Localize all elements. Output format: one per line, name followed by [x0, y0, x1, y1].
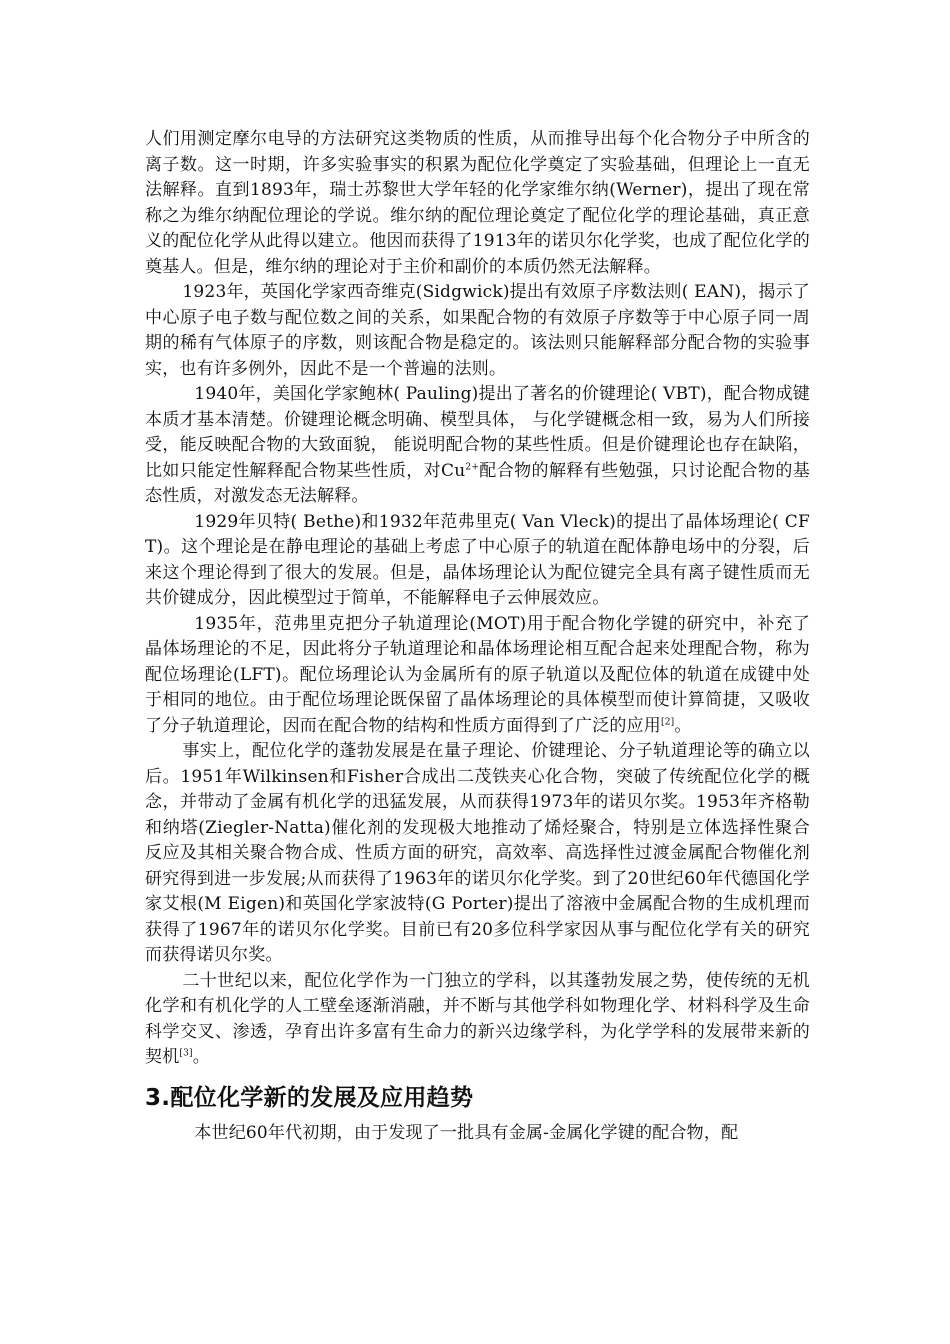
paragraph-bethe-cft: 1929年贝特( Bethe)和1932年范弗里克( Van Vleck)的提出了晶体场理论( CFT)。这个理论是在静电理论的基础上考虑了中心原子的轨道在配体静电场中的分裂，后来这个理论得到了很大的发展。但是，晶体场理论认为配位键完全具有离子键性质而无共价键成分，因此模型过于简单，不能解释电子云伸展效应。: [145, 511, 810, 608]
copper-charge-superscript: 2+: [465, 461, 480, 472]
paragraph-twentieth-text: 二十世纪以来，配位化学作为一门独立的学科，以其蓬勃发展之势，使传统的无机化学和有机化学的人工壁垒逐渐消融，并不断与其他学科如物理化学、材料科学及生命科学交叉、渗透，孕育出许多富有生命力的新兴边缘学科，为化学学科的发展带来新的契机: [145, 970, 810, 1067]
paragraph-nobel-history: 事实上，配位化学的蓬勃发展是在量子理论、价键理论、分子轨道理论等的确立以后。1951年Wilkinsen和Fisher合成出二茂铁夹心化合物，突破了传统配位化学的概念，并带动了金属有机化学的迅猛发展，从而获得1973年的诺贝尔奖。1953年齐格勒和纳塔(Ziegler-Natta)催化剂的发现极大地推动了烯烃聚合，特别是立体选择性聚合反应及其相关聚合物合成、性质方面的研究，高效率、高选择性过渡金属配合物催化剂研究得到进一步发展;从而获得了1963年的诺贝尔化学奖。到了20世纪60年代德国化学家艾根(M Eigen)和英国化学家波特(G Porter)提出了溶液中金属配合物的生成机理而获得了1967年的诺贝尔化学奖。目前已有20多位科学家因从事与配位化学有关的研究而获得诺贝尔奖。: [145, 741, 810, 965]
paragraph-twentieth-century: [145, 969, 810, 1071]
paragraph-van-vleck-lft: [145, 612, 810, 740]
paragraph-lft-text: 1935年，范弗里克把分子轨道理论(MOT)用于配合物化学键的研究中，补充了晶体场理论的不足，因此将分子轨道理论和晶体场理论相互配合起来处理配合物，称为配位场理论(LFT)。配位场理论认为金属所有的原子轨道以及配位体的轨道在成键中处于相同的地位。由于配位场理论既保留了晶体场理论的具体模型而使计算简捷，又吸收了分子轨道理论，因而在配合物的结构和性质方面得到了广泛的应用: [145, 613, 810, 736]
paragraph-twentieth-text-end: 。: [192, 1047, 210, 1067]
paragraph-lft-text-end: 。: [674, 715, 692, 736]
paragraph-section3-start: 本世纪60年代初期，由于发现了一批具有金属-金属化学键的配合物，配: [194, 1122, 739, 1143]
citation-2: [2]: [661, 716, 675, 727]
paragraph-sidgwick-ean: 1923年，英国化学家西奇维克(Sidgwick)提出有效原子序数法则( EAN)，揭示了中心原子电子数与配位数之间的关系，如果配合物的有效原子序数等于中心原子同一周期的稀有气体原子的序数，则该配合物是稳定的。该法则只能解释部分配合物的实验事实，也有许多例外，因此不是一个普遍的法则。: [145, 282, 810, 379]
paragraph-pauling-vbt: [145, 382, 810, 510]
section-heading-3: 3.配位化学新的发展及应用趋势: [145, 1084, 474, 1111]
paragraph-pauling-text-end: 配合物的解释有些勉强，只讨论配合物的基态性质，对激发态无法解释。: [145, 460, 810, 506]
paragraph-pauling-text: 1940年，美国化学家鲍林( Pauling)提出了著名的价键理论( VBT)，配合物成键本质才基本清楚。价键理论概念明确、模型具体， 与化学键概念相一致，易为人们所接受，能反映配合物的大致面貌， 能说明配合物的某些性质。但是价键理论也存在缺陷，比如只能定性解释配合物某些性质，对Cu: [145, 384, 810, 481]
paragraph-werner-history: 人们用测定摩尔电导的方法研究这类物质的性质，从而推导出每个化合物分子中所含的离子数。这一时期，许多实验事实的积累为配位化学奠定了实验基础，但理论上一直无法解释。直到1893年，瑞士苏黎世大学年轻的化学家维尔纳(Werner)，提出了现在常称之为维尔纳配位理论的学说。维尔纳的配位理论奠定了配位化学的理论基础，真正意义的配位化学从此得以建立。他因而获得了1913年的诺贝尔化学奖，也成了配位化学的奠基人。但是，维尔纳的理论对于主价和副价的本质仍然无法解释。: [145, 129, 810, 277]
page-body: [145, 127, 810, 1146]
citation-3: [3]: [179, 1048, 193, 1059]
